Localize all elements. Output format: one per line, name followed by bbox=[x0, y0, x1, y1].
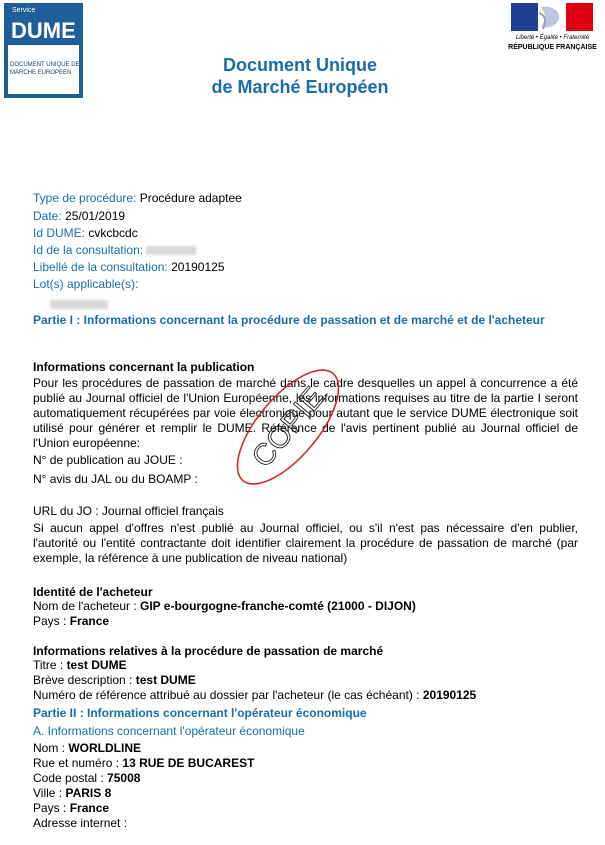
logo-service-text: Service bbox=[12, 7, 36, 14]
meta-value: cvkcbcdc bbox=[85, 226, 138, 240]
operator-city-row bbox=[33, 786, 111, 801]
field-value: France bbox=[69, 614, 110, 628]
field-label: Pays : bbox=[33, 614, 70, 628]
meta-label: Id DUME: bbox=[33, 226, 86, 240]
title-line-1: Document Unique bbox=[222, 55, 377, 75]
dume-logo bbox=[4, 3, 83, 98]
publication-text: Pour les procédures de passation de marché dans le cadre desquelles un appel à concurrence a été publié au Journal officiel de l'Union Européenne, les informations requises au titre de la partie I seront automatiquement récupérées par voie électronique pour autant que le service DUME électronique soit utilisé pour générer et remplir le DUME. Référence de l'avis pertinent publié au Journal officiel de l'Union européenne: bbox=[33, 376, 578, 450]
boamp-number: N° avis du JAL ou du BOAMP : bbox=[33, 472, 198, 486]
meta-value: 25/01/2019 bbox=[61, 209, 126, 223]
field-value: PARIS 8 bbox=[65, 786, 112, 800]
procedure-ref-row bbox=[33, 688, 476, 703]
republique-francaise-logo bbox=[505, 3, 600, 55]
part2-subtitle: A. Informations concernant l'opérateur économique bbox=[33, 724, 305, 738]
field-label: Ville : bbox=[33, 786, 66, 800]
meta-id-dume bbox=[33, 225, 138, 241]
meta-label: Libellé de la consultation: bbox=[33, 260, 168, 274]
url-jo: URL du JO : Journal officiel français bbox=[33, 504, 224, 518]
operator-postcode-row bbox=[33, 771, 140, 786]
meta-label: Date: bbox=[33, 209, 62, 223]
title-line-2: de Marché Européen bbox=[211, 77, 389, 97]
field-label: Nom de l'acheteur : bbox=[33, 599, 141, 613]
meta-lots bbox=[33, 276, 138, 292]
logo-subtitle: DOCUMENT UNIQUE DE MARCHE EUROPEEN bbox=[10, 62, 80, 76]
field-value: GIP e-bourgogne-franche-comté (21000 - DIJON) bbox=[140, 599, 416, 613]
copie-stamp bbox=[228, 362, 348, 492]
redacted-value bbox=[146, 246, 196, 255]
field-value: 13 RUE DE BUCAREST bbox=[122, 756, 255, 770]
publication-heading: Informations concernant la publication bbox=[33, 360, 255, 374]
buyer-country-row bbox=[33, 614, 109, 629]
procedure-heading: Informations relatives à la procédure de passation de marché bbox=[33, 644, 384, 658]
operator-website-row bbox=[33, 816, 127, 831]
field-value: test DUME bbox=[135, 673, 196, 687]
meta-value: Procédure adaptee bbox=[136, 191, 242, 205]
logo-brand-text: DUME bbox=[11, 18, 76, 43]
operator-country-row bbox=[33, 801, 109, 816]
field-value: test DUME bbox=[66, 658, 127, 672]
field-label: Nom : bbox=[33, 741, 69, 755]
joue-number: N° de publication au JOUE : bbox=[33, 453, 183, 467]
no-call-text: Si aucun appel d'offres n'est publié au Journal officiel, ou s'il n'est pas nécessaire d'en publier, l'autorité ou l'entité contractante doit identifier clairement la procédure de passation de marché (par exemple, la référence à une publication de niveau national) bbox=[33, 521, 578, 565]
republic-name: RÉPUBLIQUE FRANÇAISE bbox=[508, 44, 597, 51]
field-label: Rue et numéro : bbox=[33, 756, 123, 770]
meta-label: Type de procédure: bbox=[33, 191, 137, 205]
field-value: WORLDLINE bbox=[68, 741, 141, 755]
operator-street-row bbox=[33, 756, 254, 771]
meta-libelle bbox=[33, 259, 225, 275]
page-title bbox=[150, 54, 450, 98]
meta-id-consultation bbox=[33, 242, 196, 258]
marianne-flag-icon bbox=[511, 3, 593, 31]
buyer-heading: Identité de l'acheteur bbox=[33, 585, 153, 599]
redacted-value bbox=[50, 300, 108, 309]
meta-date bbox=[33, 208, 125, 224]
field-value: France bbox=[69, 801, 110, 815]
procedure-title-row bbox=[33, 658, 127, 673]
republic-motto: Liberté • Égalité • Fraternité bbox=[515, 35, 590, 41]
meta-procedure-type bbox=[33, 190, 242, 206]
part2-title: Partie II : Informations concernant l'opérateur économique bbox=[33, 706, 367, 720]
stamp-text: COPIE bbox=[245, 380, 332, 474]
meta-label: Id de la consultation: bbox=[33, 243, 144, 257]
meta-value: 20190125 bbox=[167, 260, 225, 274]
procedure-desc-row bbox=[33, 673, 196, 688]
field-value: 20190125 bbox=[422, 688, 477, 702]
field-label: Titre : bbox=[33, 658, 67, 672]
part1-title: Partie I : Informations concernant la procédure de passation et de marché et de l'acheteur bbox=[33, 313, 545, 327]
field-label: Numéro de référence attribué au dossier par l'acheteur (le cas échéant) : bbox=[33, 688, 423, 702]
field-label: Pays : bbox=[33, 801, 70, 815]
field-label: Adresse internet : bbox=[33, 816, 128, 830]
field-value: 75008 bbox=[107, 771, 141, 785]
meta-label: Lot(s) applicable(s): bbox=[33, 277, 139, 291]
field-label: Brève description : bbox=[33, 673, 136, 687]
buyer-name-row bbox=[33, 599, 416, 614]
lots-redacted bbox=[50, 297, 108, 311]
field-label: Code postal : bbox=[33, 771, 108, 785]
operator-name-row bbox=[33, 741, 141, 756]
